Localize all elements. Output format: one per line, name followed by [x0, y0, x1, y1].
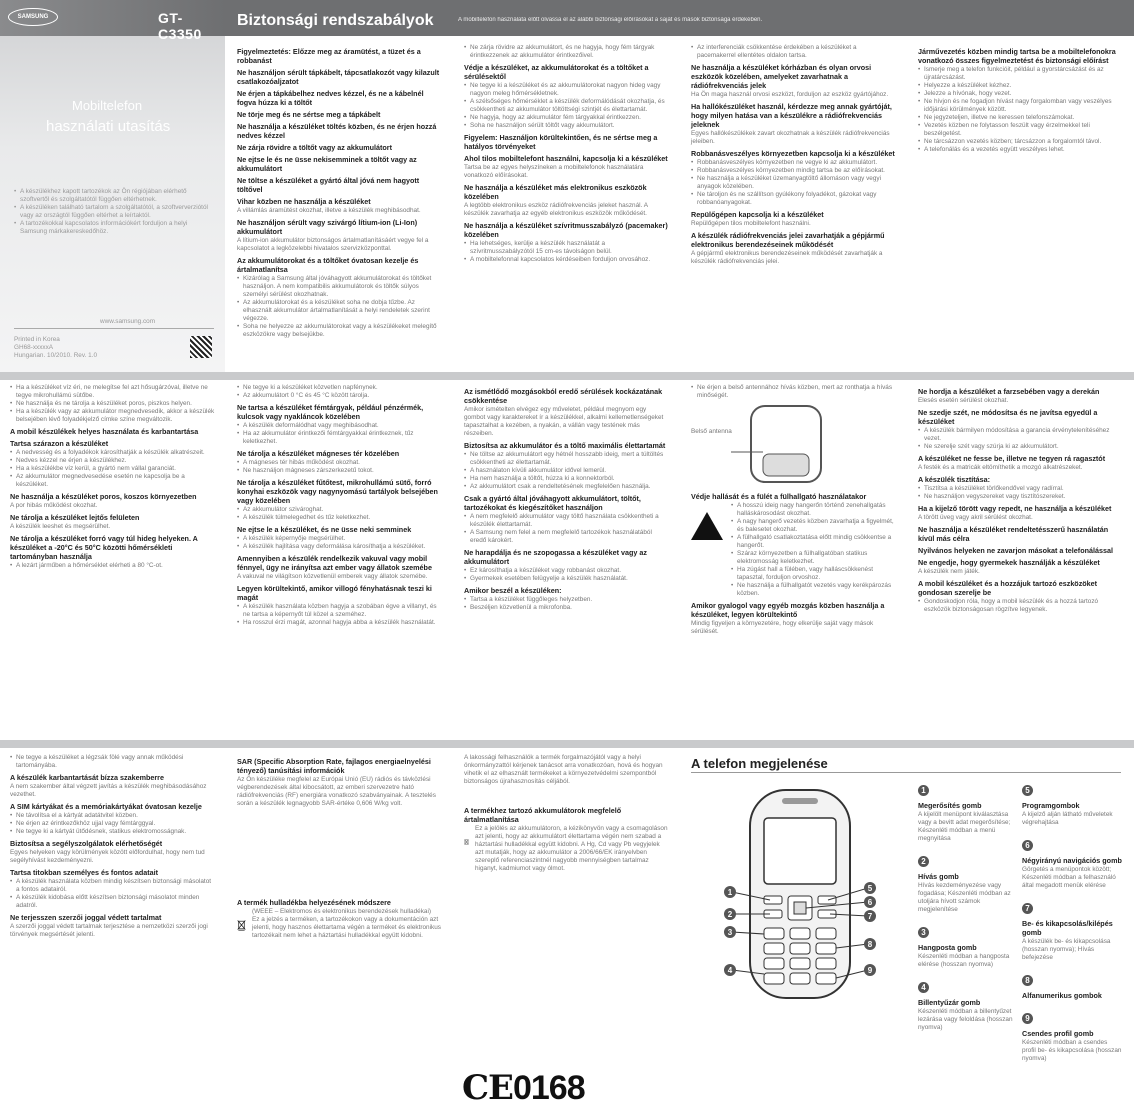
section-heading: A SIM kártyákat és a memóriakártyákat óvatosan kezelje: [10, 802, 202, 811]
section-heading: Ne használja a készüléket kórházban és olyan orvosi eszközök közelében, amelyeket zavarhatnak a rádiófrekvenciás jelek: [691, 63, 872, 90]
section-heading: Ne szedje szét, ne módosítsa és ne javítsa egyedül a készüléket: [918, 408, 1098, 426]
section-heading: Ne használja a készüléket más elektronikus eszközök közelében: [464, 183, 647, 201]
section-heading: Védje a készüléket, az akkumulátorokat és a töltőket a sérülésektől: [464, 63, 649, 81]
bullet-item: • A készülék deformálódhat vagy meghibásodhat.: [237, 422, 442, 430]
section-heading: Figyelmeztetés: Előzze meg az áramütést, a tüzet és a robbanást: [237, 47, 421, 65]
bullet-item: • Gondoskodjon róla, hogy a mobil készülék és a hozzá tartozó eszközök biztonságosan rögzítve legyenek.: [918, 598, 1123, 614]
callout-2: 2: [727, 910, 733, 919]
bullet-item: • Ha zúgást hall a fülében, vagy halláscsökkenést tapasztal, forduljon orvoshoz.: [731, 566, 896, 582]
cover-notes: [14, 188, 214, 236]
part-item: [1022, 1008, 1122, 1063]
body-text: A törött üveg vagy akril sérülést okozhat.: [918, 514, 1033, 521]
bullet-item: • Ha a készülékbe víz kerül, a gyártó nem vállal garanciát.: [10, 465, 215, 473]
bullet-item: • Ne érjen az érintkezőkhöz ujjal vagy fémtárggyal.: [10, 820, 215, 828]
section-heading: Nyilvános helyeken ne zavarjon másokat a telefonálással: [918, 546, 1113, 555]
bullet-item: • Ha rosszul érzi magát, azonnal hagyja abba a készülék használatát.: [237, 619, 442, 627]
bullet-item: • A készülék hajlítása vagy deformálása károsíthatja a készüléket.: [237, 543, 442, 551]
body-text: A készülék nem játék.: [918, 568, 980, 575]
section-heading: Ne tárolja a készüléket lejtős felületen: [10, 513, 140, 522]
appearance-title: A telefon megjelenése: [691, 756, 828, 771]
section-heading: Amikor beszél a készüléken:: [464, 586, 562, 595]
section-heading: Ne érjen a tápkábelhez nedves kézzel, és ne a kábelnél fogva húzza ki a töltőt: [237, 89, 424, 107]
body-text: A festék és a matricák eltömíthetik a mozgó alkatrészeket.: [918, 464, 1083, 471]
bullet-item: • A nem megfelelő akkumulátor vagy töltő használata csökkentheti a készülék élettartamát.: [464, 513, 669, 529]
section-heading: Tartsa titokban személyes és fontos adatait: [10, 868, 159, 877]
bullet-item: • Ha a készülék vagy az akkumulátor megnedvesedik, akkor a készülék belsejében lévő folyadékjelző címke színe megváltozik.: [10, 408, 215, 424]
model-label: GT-C3350: [158, 10, 202, 42]
bullet-item: • Ne tegye a készüléket a légzsák fölé vagy annak működési tartományába.: [10, 754, 215, 770]
bullet-item: • Ne távolítsa el a kártyát adatátvitel közben.: [10, 812, 215, 820]
part-number: 8: [1022, 975, 1033, 986]
bullet-item: • Ha lehetséges, kerülje a készülék használatát a szívritmusszabályzótól 15 cm-es távolságon belül.: [464, 240, 669, 256]
parts-list-right: [1022, 780, 1122, 1071]
section-heading: Robbanásveszélyes környezetben kapcsolja ki a készüléket: [691, 149, 895, 158]
part-name: Alfanumerikus gombok: [1022, 991, 1102, 1000]
bullet-item: • Ne használja a fülhallgatót vezetés vagy kerékpározás közben.: [731, 582, 896, 598]
bullet-item: • Kizárólag a Samsung által jóváhagyott akkumulátorokat és töltőket használjon. A nem kompatibilis akkumulátorok és töltők súlyos személyi sérülést okozhatnak.: [237, 275, 442, 299]
cover-panel: [0, 0, 225, 372]
part-item: [1022, 835, 1122, 890]
part-name: Billentyűzár gomb: [918, 998, 981, 1007]
bullet-item: • Ne használjon vegyszereket vagy tisztítószereket.: [918, 493, 1123, 501]
bullet-item: • Ha a készüléket víz éri, ne melegítse fel azt hősugárzóval, illetve ne tegye mikrohullámú sütőbe.: [10, 384, 215, 400]
battery-column: [464, 754, 669, 873]
part-description: A készülék be- és kikapcsolása (hosszan nyomva); Hívás befejezése: [1022, 938, 1111, 961]
safety-column-1: [237, 44, 442, 339]
section-heading: Figyelem: Használjon körültekintően, és ne sértse meg a hatályos törvényeket: [464, 133, 658, 151]
bullet-item: • Az akkumulátor szivároghat.: [237, 506, 442, 514]
bullet-item: • Ne használjon mágneses zárszerkezetű tokot.: [237, 467, 442, 475]
battery-text: Ez a jelölés az akkumulátoron, a kézikönyvön vagy a csomagoláson azt jelenti, hogy az akkumulátort élettartama végén nem szabad a háztartási hulladékkal együtt kidobni. A Hg, Cd vagy Pb vegyjelek azt mutatják, hogy az akkumulátor a 2006/66/EK irányelvben szereplő referenciaszintnél nagyobb mennyiségben tartalmaz higanyt, kadmiumot vagy ólmot.: [475, 825, 668, 872]
bullet-item: • A készülék használata közben mindig készítsen biztonsági másolatot a fontos adatairól.: [10, 878, 215, 894]
cover-note: • A tartozékokkal kapcsolatos információkért forduljon a helyi Samsung márkakereskedőhöz.: [14, 220, 214, 236]
body-text: A lítium-ion akkumulátor biztonságos ártalmatlanításáért vegye fel a kapcsolatot a legközelebbi hivatalos szervizközponttal.: [237, 237, 429, 252]
ce-mark: CE0168: [462, 1068, 585, 1108]
bullet-item: • Ne hívjon és ne fogadjon hívást nagy forgalomban vagy veszélyes időjárási körülmények között.: [918, 98, 1123, 114]
ce-number: 0168: [512, 1069, 585, 1107]
disposal-title: A termék hulladékba helyezésének módszere: [237, 898, 391, 907]
body-text: A villámlás áramütést okozhat, illetve a készülék meghibásodhat.: [237, 207, 421, 214]
bullet-item: • Ha nem használja a töltőt, húzza ki a konnektorból.: [464, 475, 669, 483]
part-number: 5: [1022, 785, 1033, 796]
part-number: 1: [918, 785, 929, 796]
bullet-item: • Ne tegye ki a kártyát ütődésnek, statikus elektromosságnak.: [10, 828, 215, 836]
battery-bin-icon: [464, 825, 469, 859]
part-name: Hangposta gomb: [918, 943, 977, 952]
section-heading: Ne engedje, hogy gyermekek használják a készüléket: [918, 558, 1100, 567]
bullet-item: • Robbanásveszélyes környezetben mindig tartsa be az előírásokat.: [691, 167, 896, 175]
bullet-item: • Nedves kézzel ne érjen a készülékhez.: [10, 457, 215, 465]
section-heading: Védje hallását és a fülét a fülhallgató használatakor: [691, 492, 867, 501]
section-heading: Ne tárolja a készüléket mágneses tér közelében: [237, 449, 400, 458]
part-name: Négyirányú navigációs gomb: [1022, 856, 1122, 865]
bullet-item: • A szélsőséges hőmérséklet a készülék deformálódását okozhatja, és csökkentheti az akkumulátor töltöttségi szintjét és élettartamát.: [464, 98, 669, 114]
body-text: Elesés esetén sérülést okozhat.: [918, 397, 1009, 404]
disposal-top-text: A lakossági felhasználók a termék forgalmazójától vagy a helyi önkormányzattól kérjenek tanácsot arra vonatkozóan, hová és hogyan vihetik el az elhasznált termékeket a környezetvédelmi szempontból biztonságos újrahasznosítás céljából.: [464, 754, 663, 785]
section-heading: Biztosítsa az akkumulátor és a töltő maximális élettartamát: [464, 441, 666, 450]
bullet-item: • Ne szerelje szét vagy szúrja ki az akkumulátort.: [918, 443, 1123, 451]
bullet-item: • Ne tegye ki a készüléket közvetlen napfénynek.: [237, 384, 442, 392]
section-heading: Az ismétlődő mozgásokból eredő sérülések kockázatának csökkentése: [464, 387, 663, 405]
callout-8: 8: [867, 940, 873, 949]
website: www.samsung.com: [100, 318, 156, 325]
safety-column-8: [691, 384, 896, 636]
bullet-item: • A készülék képernyője megsérülhet.: [237, 535, 442, 543]
hearing-warning-icon: [691, 512, 723, 540]
bullet-item: • A mágneses tér hibás működést okozhat.: [237, 459, 442, 467]
bullet-item: • A nedvesség és a folyadékok károsíthatják a készülék alkatrészeit.: [10, 449, 215, 457]
bullet-item: • Az akkumulátorokat és a készüléket soha ne dobja tűzbe. Az elhasznált akkumulátor ártalmatlanítását a helyi rendeletek szerint végezze.: [237, 299, 442, 323]
bullet-item: • Robbanásveszélyes környezetben ne vegye ki az akkumulátort.: [691, 159, 896, 167]
safety-column-3: [691, 44, 896, 266]
bullet-item: • Ne használja és ne tárolja a készüléket poros, piszkos helyen.: [10, 400, 215, 408]
qr-code: [190, 336, 212, 358]
part-name: Programgombok: [1022, 801, 1080, 810]
parts-list-left: [918, 780, 1014, 1040]
section-heading: Ne használjon sérült tápkábelt, tápcsatlakozót vagy kilazult csatlakozóaljzatot: [237, 68, 440, 86]
samsung-logo: SAMSUNG: [8, 8, 58, 26]
bullet-item: • Az interferenciák csökkentése érdekében a készüléket a pacemakerrel ellentétes oldalon tartsa.: [691, 44, 896, 60]
part-description: A kijelölt menüpont kiválasztása vagy a bevitt adat megerősítése; Készenléti módban a menü megnyitása: [918, 811, 1011, 842]
safety-column-10: [10, 754, 215, 939]
part-number: 9: [1022, 1013, 1033, 1024]
body-text: A legtöbb elektronikus eszköz rádiófrekvenciás jeleket használ. A készülék zavarhatja az egyéb elektronikus eszközök működését.: [464, 202, 648, 217]
section-heading: A mobil készüléket és a hozzájuk tartozó eszközöket gondosan szerelje be: [918, 579, 1098, 597]
bullet-item: • A készülék túlmelegedhet és tűz keletkezhet.: [237, 514, 442, 522]
weee-bin-icon: [237, 908, 246, 942]
battery-title: A termékhez tartozó akkumulátorok megfelelő ártalmatlanítása: [464, 806, 622, 824]
part-item: [918, 780, 1014, 843]
certification-column: [237, 754, 442, 942]
callout-7: 7: [867, 912, 873, 921]
bullet-item: • A telefonálás és a vezetés együtt veszélyes lehet.: [918, 146, 1123, 154]
bullet-item: • Ha az akkumulátor érintkezői fémtárgyakkal érintkeznek, tűz keletkezhet.: [237, 430, 442, 446]
cover-note: • A készüléken található tartalom a szolgáltatótól, a szoftververziótól vagy az országtól függően eltérhet a leírtaktól.: [14, 204, 214, 220]
section-heading: Ahol tilos mobiltelefont használni, kapcsolja ki a készüléket: [464, 154, 668, 163]
section-heading: Biztosítsa a segélyszolgálatok elérhetőségét: [10, 839, 163, 848]
section-heading: Ne tartsa a készüléket fémtárgyak, például pénzérmék, kulcsok vagy nyakláncok közelében: [237, 403, 424, 421]
section-heading: Ne harapdálja és ne szopogassa a készüléket vagy az akkumulátort: [464, 548, 647, 566]
section-heading: A készülék tisztítása:: [918, 475, 991, 484]
safety-column-6: [237, 384, 442, 627]
section-heading: A készüléket ne fesse be, illetve ne tegyen rá ragasztót: [918, 454, 1106, 463]
cover-note: • A készülékhez kapott tartozékok az Ön régiójában elérhető szoftvertől és szolgáltatótól függően eltérhetnek.: [14, 188, 214, 204]
section-heading: Ne használja a készüléket töltés közben, és ne érjen hozzá nedves kézzel: [237, 122, 437, 140]
section-heading: Amennyiben a készülék rendelkezik vakuval vagy mobil fénnyel, ügy ne irányítsa azt ember vagy állatok szemébe: [237, 554, 432, 572]
part-description: Készenléti módban a billentyűzet lezárása vagy feloldása (hosszan nyomva): [918, 1008, 1013, 1031]
bullet-item: • Ne hagyja, hogy az akkumulátor fém tárgyakkal érintkezzen.: [464, 114, 669, 122]
section-heading: Ne hordja a készüléket a farzsebében vagy a derekán: [918, 387, 1100, 396]
phone-illustration: [720, 784, 880, 1004]
section-heading: Repülőgépen kapcsolja ki a készüléket: [691, 210, 824, 219]
bullet-item: • Jelezze a hívónak, hogy vezet.: [918, 90, 1123, 98]
print-info-line: Hungarian. 10/2010. Rev. 1.0: [14, 352, 98, 359]
bullet-item: • A lezárt járműben a hőmérséklet elérheti a 80 °C-ot.: [10, 562, 215, 570]
bullet-item: • A nagy hangerő vezetés közben zavarhatja a figyelmét, és balesetet okozhat.: [731, 518, 896, 534]
page-title: Biztonsági rendszabályok: [237, 12, 434, 29]
body-text: Tartsa be az egyes helyszíneken a mobiltelefonok használatára vonatkozó előírásokat.: [464, 164, 644, 179]
callout-3: 3: [727, 928, 733, 937]
part-description: Görgetés a menüpontok között; Készenléti módban a felhasználó által megadott menük elérése: [1022, 866, 1116, 889]
bullet-item: • A Samsung nem felel a nem megfelelő tartozékok használatából eredő károkért.: [464, 529, 669, 545]
part-number: 3: [918, 927, 929, 938]
sar-text: Az Ön készüléke megfelel az Európai Unió (EU) rádiós és távközlési végberendezések által kibocsátott, az emberi szervezetre ható rádiófrekvenciás (RF) energiára vonatkozó szabványainak. A tesztelés során a készülék legnagyobb SAR-értéke 0,606 W/kg volt.: [237, 776, 436, 807]
bullet-item: • Ne érjen a belső antennához hívás közben, mert az ronthatja a hívás minőségét.: [691, 384, 896, 400]
section-heading: Az akkumulátorokat és a töltőket óvatosan kezelje és ártalmatlanítsa: [237, 256, 419, 274]
safety-column-5: [10, 384, 215, 570]
part-item: [1022, 780, 1122, 827]
bullet-item: • A használaton kívüli akkumulátor idővel lemerül.: [464, 467, 669, 475]
part-item: [918, 851, 1014, 914]
callout-5: 5: [867, 884, 873, 893]
callout-4: 4: [727, 966, 733, 975]
part-description: A kijelző alján látható műveletek végrehajtása: [1022, 811, 1113, 826]
part-name: Hívás gomb: [918, 872, 959, 881]
part-name: Be- és kikapcsolás/kilépés gomb: [1022, 919, 1113, 937]
bullet-item: • Tartsa a készüléket függőleges helyzetben.: [464, 596, 669, 604]
row-divider-1: [0, 372, 1134, 380]
part-description: Hívás kezdeményezése vagy fogadása; Készenléti módban az utoljára hívott számok megjelenítése: [918, 882, 1011, 913]
callout-6: 6: [867, 898, 873, 907]
bullet-item: • Ne töltse az akkumulátort egy hétnél hosszabb ideig, mert a túltöltés csökkentheti az élettartamát.: [464, 451, 669, 467]
section-heading: A készülék rádiófrekvenciás jelei zavarhatják a gépjármű elektronikus berendezéseinek működését: [691, 231, 885, 249]
antenna-label: Belső antenna: [691, 428, 732, 435]
print-info-line: Printed in Korea: [14, 336, 60, 343]
body-text: Ha Ön maga használ orvosi eszközt, forduljon az eszköz gyártójához.: [691, 91, 889, 98]
part-name: Megerősítés gomb: [918, 801, 982, 810]
section-heading: Vihar közben ne használja a készüléket: [237, 197, 371, 206]
bullet-item: • Ne tároljon és ne szállítson gyúlékony folyadékot, gázokat vagy robbanóanyagokat.: [691, 191, 896, 207]
body-text: A készülék leeshet és megsérülhet.: [10, 523, 111, 530]
section-heading: Ne terjesszen szerzői joggal védett tartalmat: [10, 913, 162, 922]
body-text: A por hibás működést okozhat.: [10, 502, 98, 509]
body-text: A szerzői joggal védett tartalmak terjesztése a nemzetközi szerzői jogi törvények megsértését jelenti.: [10, 923, 208, 938]
bullet-item: • A készülék kidobása előtt készítsen biztonsági másolatot minden adatról.: [10, 894, 215, 910]
body-text: Amikor ismételten elvégez egy műveletet, például megnyom egy gombot vagy karaktereket ír a készülékkel, alkalmi kellemetlenségeket tapasztalhat a kezében, a nyakán, a vállán vagy testének más részeiben.: [464, 406, 664, 437]
section-heading: Tartsa szárazon a készüléket: [10, 439, 109, 448]
bullet-item: • Száraz környezetben a fülhallgatóban statikus elektromosság keletkezhet.: [731, 550, 896, 566]
bullet-item: • Ismerje meg a telefon funkcióit, például a gyorstárcsázást és az újratárcsázást.: [918, 66, 1123, 82]
bullet-item: • Gyermekek esetében felügyelje a készülék használatát.: [464, 575, 669, 583]
section-heading: Ne használjon sérült vagy szivárgó lítium-ion (Li-Ion) akkumulátort: [237, 218, 418, 236]
part-description: Készenléti módban a hangposta elérése (hosszan nyomva): [918, 953, 1010, 968]
appearance-underline: [691, 772, 1121, 773]
bullet-item: • Ne tegye ki a készüléket és az akkumulátorokat nagyon hideg vagy nagyon meleg hőmérsékletnek.: [464, 82, 669, 98]
bullet-item: • A hosszú ideig nagy hangerőn történő zenehallgatás halláskárosodást okozhat.: [731, 502, 896, 518]
section-heading: Ne tárolja a készüléket forró vagy túl hideg helyeken. A készüléket a -20°C és 50°C közötti hőmérsékleti tartományban használja: [10, 534, 198, 561]
safety-column-7: [464, 384, 669, 612]
part-item: [918, 977, 1014, 1032]
part-number: 7: [1022, 903, 1033, 914]
bullet-item: • Soha ne helyezze az akkumulátorokat vagy a készülékeket melegítő eszközökre vagy belsejükbe.: [237, 323, 442, 339]
bullet-item: • Ne használja a készüléket üzemanyagtöltő állomáson vagy vegyi anyagok közelében.: [691, 175, 896, 191]
section-heading: Ne töltse a készüléket a gyártó által jóvá nem hagyott töltővel: [237, 176, 420, 194]
section-heading: A készülék karbantartását bízza szakemberre: [10, 773, 164, 782]
body-text: A nem szakember által végzett javítás a készülék meghibásodásához vezethet.: [10, 783, 207, 798]
product-name: Mobiltelefon: [72, 98, 143, 113]
bullet-item: • A fülhallgató csatlakoztatása előtt mindig csökkentse a hangerőt.: [731, 534, 896, 550]
section-heading: Legyen körültekintő, amikor villogó fényhatásnak teszi ki magát: [237, 584, 432, 602]
sar-title: SAR (Specific Absorption Rate, fajlagos energiaelnyelési tényező) tanúsítási információk: [237, 757, 431, 775]
print-info-line: GH68-xxxxxA: [14, 344, 54, 351]
part-number: 4: [918, 982, 929, 993]
section-heading: Ne használja a készüléket poros, koszos környezetben: [10, 492, 197, 501]
body-text: Repülőgépen tilos mobiltelefont használni.: [691, 220, 811, 227]
bullet-item: • Ne tárcsázzon vezetés közben; tárcsázzon a forgalomtól távol.: [918, 138, 1123, 146]
callout-9: 9: [867, 966, 873, 975]
callout-1: 1: [727, 888, 733, 897]
internal-antenna-illustration: [691, 404, 841, 484]
row-divider-2: [0, 740, 1134, 748]
bullet-item: • Az akkumulátor megnedvesedése esetén ne kapcsolja be a készüléket.: [10, 473, 215, 489]
bullet-item: • Tisztítsa a készüléket törlőkendővel vagy radírral.: [918, 485, 1123, 493]
page-subtitle: A mobiltelefon használata előtt olvassa el az alábbi biztonsági előírásokat a saját és mások biztonsága érdekében.: [458, 17, 763, 23]
section-heading: Ne használja a készüléket rendeltetésszerű használatán kívül más célra: [918, 525, 1109, 543]
body-text: Egyes hallókészülékek zavart okozhatnak a készülék rádiófrekvenciás jeleiben.: [691, 130, 890, 145]
print-info: [14, 336, 97, 360]
bullet-item: • A készülék bármilyen módosítása a garancia érvénytelenítéséhez vezet.: [918, 427, 1123, 443]
bullet-item: • Vezetés közben ne folytasson feszült vagy érzelmekkel teli beszélgetést.: [918, 122, 1123, 138]
section-heading: Ha hallókészüléket használ, kérdezze meg annak gyártóját, hogy milyen hatása van a készülékre a rádiófrekvenciás jeleknek: [691, 102, 892, 129]
part-description: Készenléti módban a csendes profil be- és kikapcsolása (hosszan nyomva): [1022, 1039, 1122, 1062]
section-heading: Ne tárolja a készüléket fűtőtest, mikrohullámú sütő, forró konyhai eszközök vagy nagynyomású tartályok belsejében vagy közelében: [237, 478, 438, 505]
bullet-item: • A készülék használata közben hagyja a szobában égve a villanyt, és ne tartsa a képernyőt túl közel a szeméhez.: [237, 603, 442, 619]
part-item: [1022, 898, 1122, 962]
section-heading: Amikor gyalogol vagy egyéb mozgás közben használja a készüléket, legyen körültekintő: [691, 601, 885, 619]
bullet-item: • Ez károsíthatja a készüléket vagy robbanást okozhat.: [464, 567, 669, 575]
part-number: 2: [918, 856, 929, 867]
body-text: A vakuval ne világítson közvetlenül emberek vagy állatok szemébe.: [237, 573, 428, 580]
body-text: Egyes helyeken vagy körülmények között előfordulhat, hogy nem tud segélyhívást kezdeményezni.: [10, 849, 205, 864]
guide-title: használati utasítás: [46, 118, 171, 135]
bullet-item: • Helyezze a készüléket kézhez.: [918, 82, 1123, 90]
part-name: Csendes profil gomb: [1022, 1029, 1094, 1038]
section-heading: Ne törje meg és ne sértse meg a tápkábelt: [237, 110, 381, 119]
body-text: Mindig figyeljen a környezetére, hogy elkerülje saját vagy mások sérülését.: [691, 620, 874, 635]
bullet-item: • Ne zárja rövidre az akkumulátort, és ne hagyja, hogy fém tárgyak érintkezzenek az akkumulátor érintkezőivel.: [464, 44, 669, 60]
body-text: A gépjármű elektronikus berendezéseinek működését zavarhatják a készülék rádiófrekvenciás jelei.: [691, 250, 883, 265]
bullet-item: • Az akkumulátort csak a rendeltetésének megfelelően használja.: [464, 483, 669, 491]
part-number: 6: [1022, 840, 1033, 851]
section-heading: Ne zárja rövidre a töltőt vagy az akkumulátort: [237, 143, 392, 152]
safety-column-4: [918, 44, 1123, 154]
section-heading: Ne ejtse le a készüléket, és ne üsse neki semminek: [237, 525, 412, 534]
section-heading: Csak a gyártó által jóváhagyott akkumulátort, töltőt, tartozékokat és kiegészítőket használjon: [464, 494, 641, 512]
disposal-subtitle: (WEEE – Elektromos és elektronikus berendezések hulladékai): [251, 908, 432, 915]
section-heading: Ne ejtse le és ne üsse nekisemminek a töltőt vagy az akkumulátort: [237, 155, 417, 173]
part-item: [918, 922, 1014, 969]
disposal-text: Ez a jelzés a terméken, a tartozékokon vagy a dokumentáción azt jelenti, hogy hasznos élettartama végén a terméket és elektronikus tartozékait nem lehet a háztartási hulladékkal együtt kidobni.: [251, 916, 441, 939]
safety-column-2: [464, 44, 669, 264]
safety-column-9: [918, 384, 1123, 614]
section-heading: Járművezetés közben mindig tartsa be a mobiltelefonokra vonatkozó összes figyelmeztetést és biztonsági előírást: [918, 47, 1116, 65]
part-item: [1022, 970, 1122, 1000]
section-heading: A mobil készülékek helyes használata és karbantartása: [10, 427, 199, 436]
bullet-item: • Beszéljen közvetlenül a mikrofonba.: [464, 604, 669, 612]
bullet-item: • Ne jegyzeteljen, illetve ne keressen telefonszámokat.: [918, 114, 1123, 122]
cover-divider: [14, 328, 214, 329]
bullet-item: • Soha ne használjon sérült töltőt vagy akkumulátort.: [464, 122, 669, 130]
section-heading: Ha a kijelző törött vagy repedt, ne használja a készüléket: [918, 504, 1112, 513]
bullet-item: • A mobiltelefonnal kapcsolatos kérdéseiben forduljon orvosához.: [464, 256, 669, 264]
section-heading: Ne használja a készüléket szívritmusszabályzó (pacemaker) közelében: [464, 221, 668, 239]
bullet-item: • Az akkumulátort 0 °C és 45 °C között tárolja.: [237, 392, 442, 400]
